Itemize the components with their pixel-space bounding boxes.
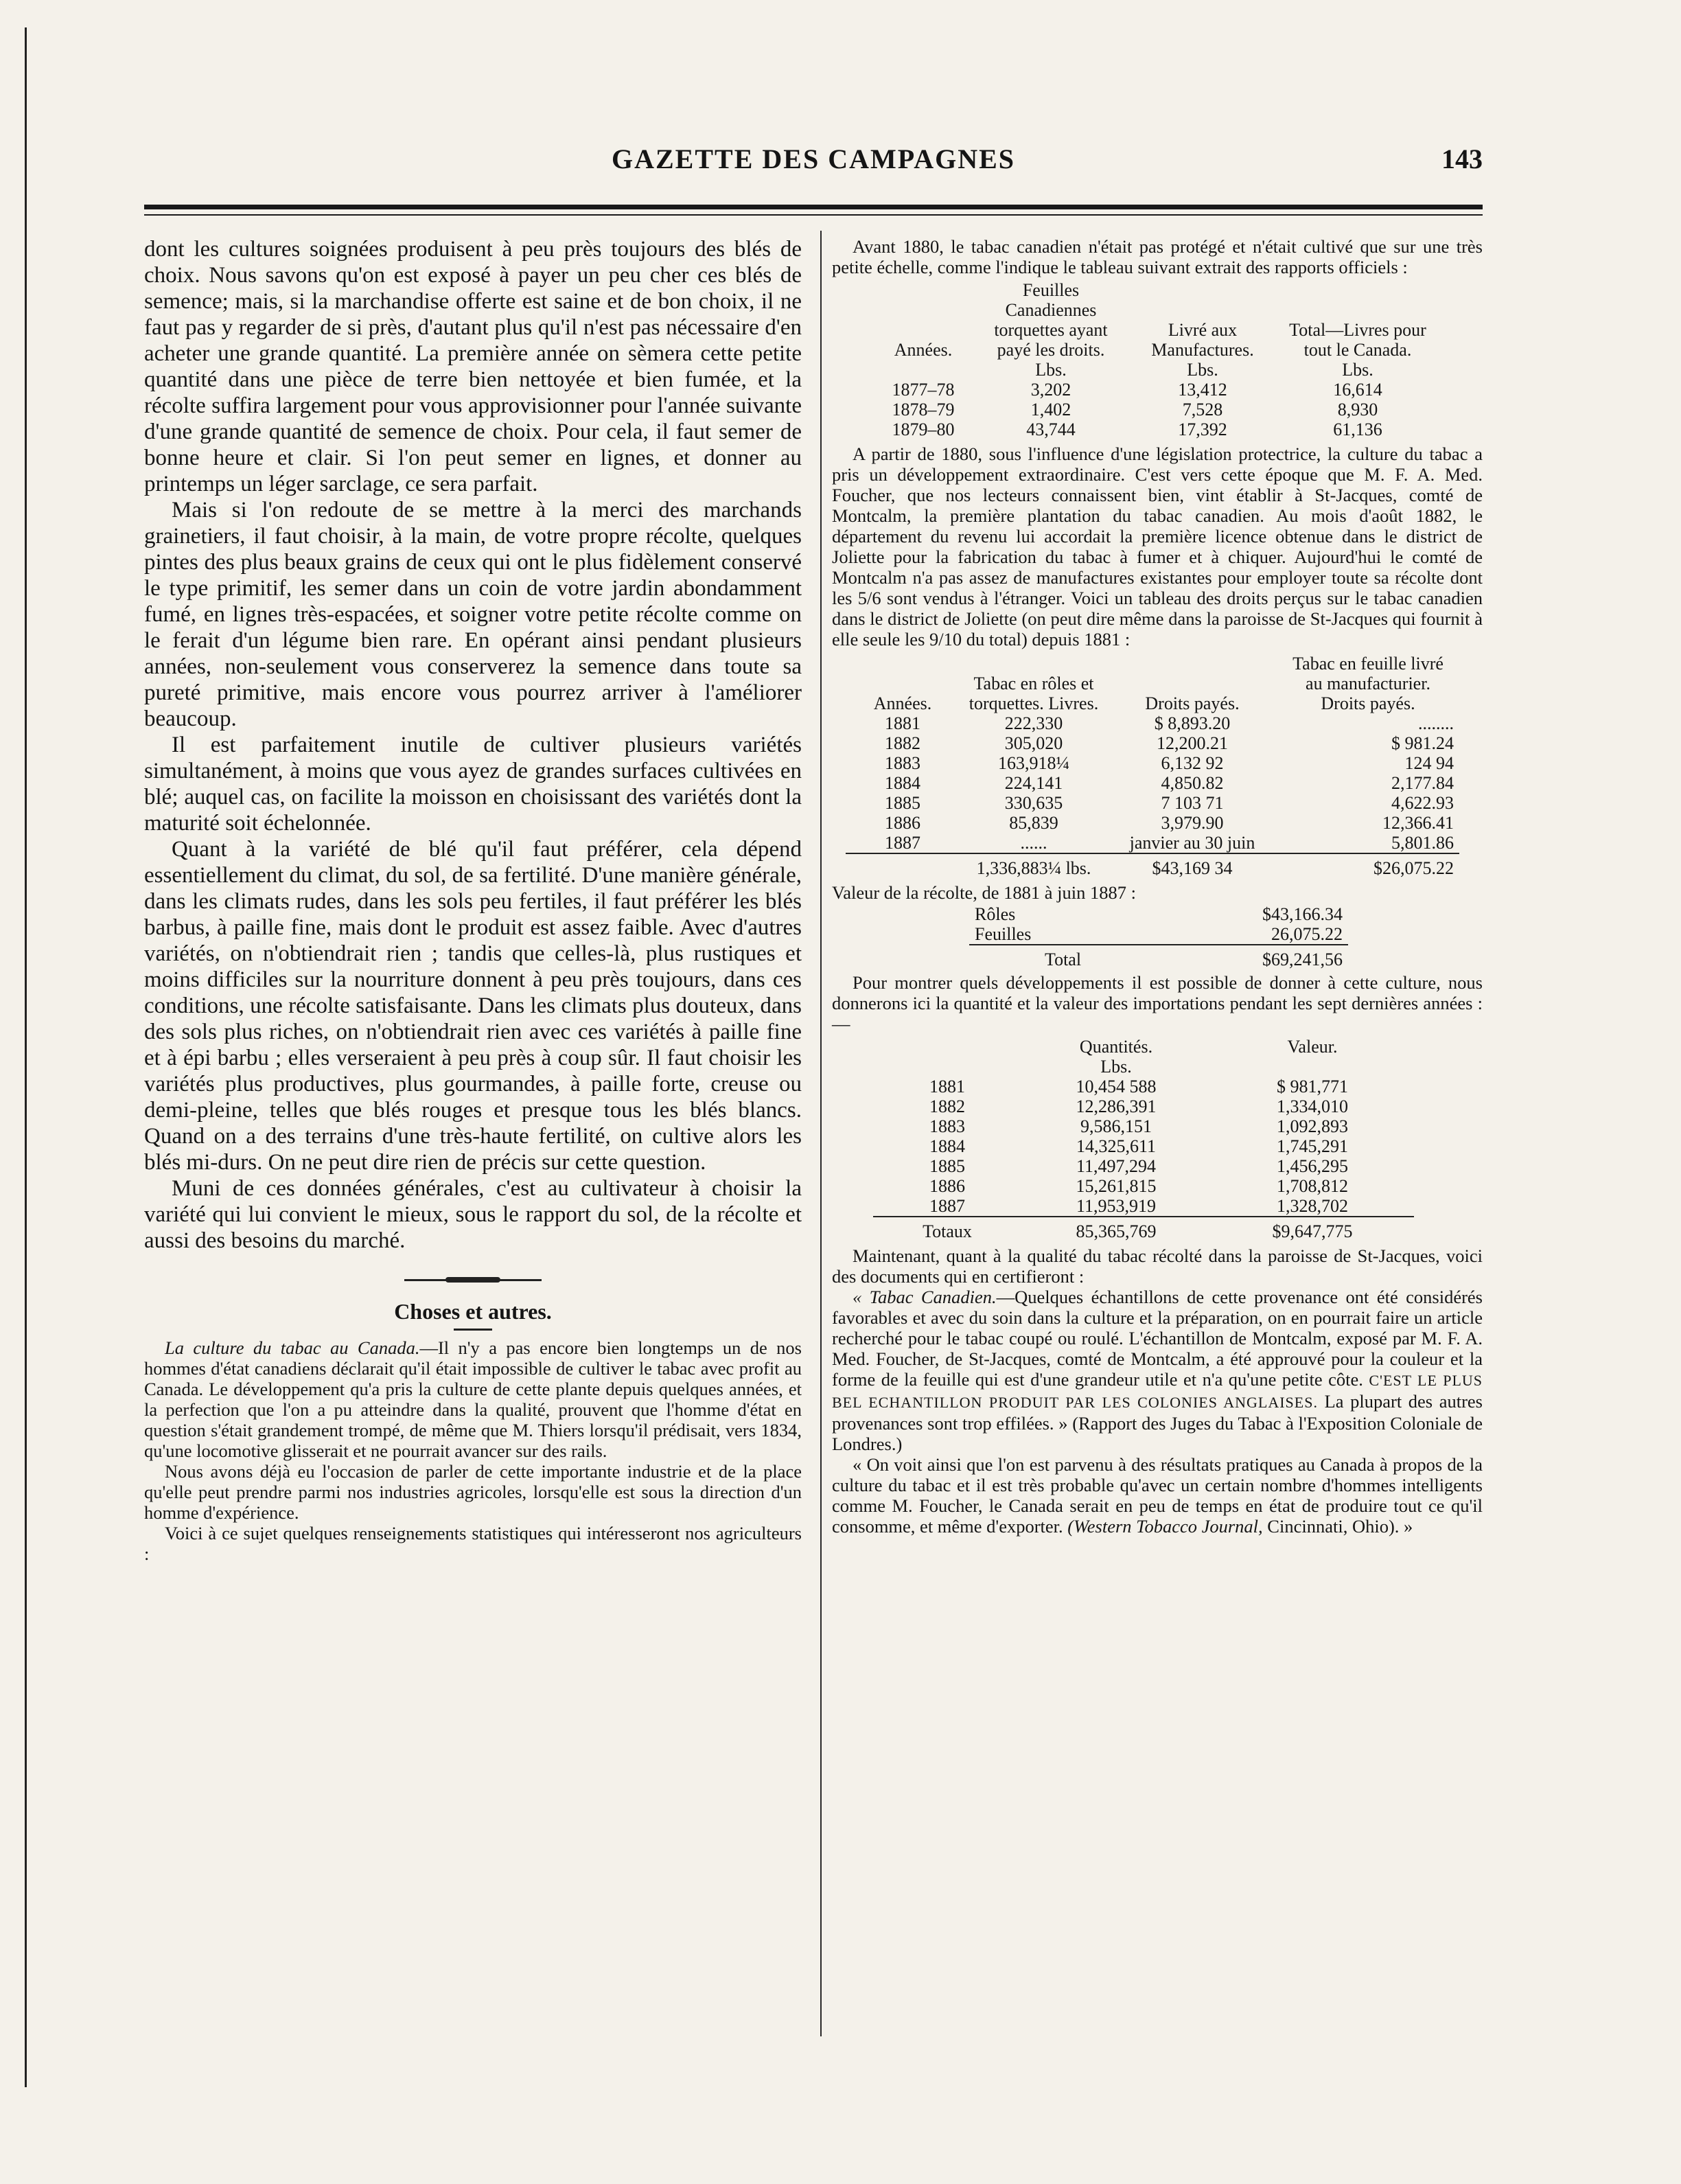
column-divider <box>820 231 822 2036</box>
cell: 14,325,611 <box>1076 1136 1157 1156</box>
cell: 1,092,893 <box>1277 1116 1348 1136</box>
unit: Lbs. <box>1342 360 1373 380</box>
col-header: Total—Livres pour tout le Canada. <box>1289 320 1426 360</box>
unit: Lbs. <box>1035 360 1067 380</box>
cell: 6,132 92 <box>1161 753 1224 773</box>
table-units <box>873 360 1439 380</box>
cell: 17,392 <box>1178 419 1227 439</box>
table-row <box>846 833 1459 853</box>
paragraph: Quant à la variété de blé qu'il faut préférer, cela dépend essentiellement du climat, du sol, de sa fertilité. D'une manière générale, dans les climats rudes, dans les sols peu fertiles, il faut préférer les blés barbus, à paille fine, mais dont le produit est assez faible. Avec d'autres variétés, on n'obtiendrait rien ; tandis que celles-là, plus rustiques et moins difficiles sur la nourriture donnent à peu près toujours, dans ces conditions, une récolte satisfaisante. Dans les climats plus douteux, dans des sols plus riches, on n'obtiendrait rien avec ces variétés à paille fine et à épi barbu ; elles verseraient à peu près à coup sûr. Il faut choisir les variétés plus productives, plus gourmandes, à paille forte, creuse ou demi-pleine, telles que blés rouges et presque tous les blés blancs. Quand on a des terrains d'une très-haute fertilité, on cultive alors les blés mi-durs. On ne peut dire rien de précis sur cette question. <box>144 837 802 1175</box>
cell: 12,286,391 <box>1076 1096 1157 1116</box>
section-title: Choses et autres. <box>394 1299 552 1324</box>
cell: 12,366.41 <box>1382 813 1454 833</box>
right-column <box>832 236 1483 1537</box>
cell: $ 8,893.20 <box>1154 713 1231 733</box>
unit: Lbs. <box>1100 1057 1132 1077</box>
table-header <box>873 280 1439 360</box>
paragraph <box>144 1337 802 1461</box>
table-row <box>846 813 1459 833</box>
cell: 16,614 <box>1333 380 1382 400</box>
article-body-wheat <box>144 236 802 1254</box>
table-row <box>873 1176 1414 1196</box>
col-header: Valeur. <box>1287 1037 1338 1057</box>
cell: 2,177.84 <box>1391 773 1454 793</box>
table-row <box>846 753 1459 773</box>
paragraph: A partir de 1880, sous l'influence d'une législation protectrice, la culture du tabac a pris un développement extraordinaire. C'est vers cette époque que M. F. A. Med. Foucher, que nos lecteurs connaissent bien, vint établir à St-Jacques, comté de Montcalm, la première plantation du tabac canadien. Au mois d'août 1882, le département du revenu lui accordait la première licence obtenue dans le district de Joliette pour la fabrication du tabac à fumer et à chiquer. Aujourd'hui le comté de Montcalm n'a pas assez de manufactures existantes pour employer toute sa récolte dont les 5/6 sont vendus à l'étranger. Voici un tableau des droits perçus sur le tabac canadien dans le district de Joliette (on peut dire même dans la paroisse de St-Jacques qui fournit à elle seule les 9/10 du total) depuis 1881 : <box>832 444 1483 650</box>
cell: $9,647,775 <box>1211 1217 1414 1241</box>
cell: 1,456,295 <box>1277 1156 1348 1176</box>
short-rule <box>454 1329 492 1331</box>
cell: Rôles <box>975 904 1016 924</box>
quote-text: « On voit ainsi que l'on est parvenu à des résultats pratiques au Canada à propos de la culture du tabac et il est très probable qu'avec un certain nombre d'hommes intelligents comme M. Foucher, le Canada serait en peu de temps en état de produire tout ce qu'il consomme, et même d'exporter. <box>832 1454 1483 1537</box>
quote-tail: La plupart des autres provenances sont trop effilées. » (Rapport des Juges du Tabac à l'Exposition Coloniale de Londres.) <box>832 1391 1483 1454</box>
cell: 12,200.21 <box>1157 733 1228 753</box>
running-title: GAZETTE DES CAMPAGNES <box>611 143 1015 174</box>
cell: 85,839 <box>1009 813 1058 833</box>
cell: Totaux <box>873 1217 1021 1241</box>
quote-paragraph <box>832 1287 1483 1454</box>
cell: 1887 <box>929 1196 965 1216</box>
col-header: Tabac en rôles et torquettes. Livres. <box>969 674 1099 713</box>
col-header: Tabac en feuille livré au manufacturier. Droits payés. <box>1292 654 1444 713</box>
table-header <box>846 654 1459 713</box>
paragraph: Il est parfaitement inutile de cultiver plusieurs variétés simultanément, à moins que vous ayez de grandes surfaces cultivées en blé; auquel cas, on facilite la moisson en choisissant des variétés dont la maturité soit échelonnée. <box>144 733 802 836</box>
cell: 7,528 <box>1182 400 1223 419</box>
quote-text: —Quelques échantillons de cette provenance ont été considérés favorables et avec du soin dans la culture et la préparation, on en pourrait faire un article recherché pour le tabac coupé ou roulé. L'échantillon de Montcalm, exposé par M. F. A. Med. Foucher, de St-Jacques, comté de Montcalm, a été approuvé pour la couleur et la forme de la feuille qui est d'une grandeur utile et n'a qu'une petite côte. <box>832 1287 1483 1390</box>
quote-lead: « Tabac Canadien. <box>853 1287 997 1307</box>
unit: Lbs. <box>1187 360 1218 380</box>
paragraph: dont les cultures soignées produisent à peu près toujours des blés de choix. Nous savons qu'on est exposé à payer un peu cher ces blés de semence; mais, si la marchandise offerte est saine et de bon choix, il ne faut pas y regarder de si près, d'autant plus qu'il n'est pas nécessaire d'en acheter une grande quantité. La première année on sèmera cette petite quantité dans une pièce de terre bien nettoyée et bien fumée, et la récolte suffira largement pour vous approvisionner pour l'année suivante d'une grande quantité de semence de choix. Pour cela, il faut semer de bonne heure et clair. Si l'on peut semer en lignes, et donner au printemps un léger sarclage, ce sera parfait. <box>144 237 802 496</box>
table-row <box>969 924 1348 945</box>
cell: 1,708,812 <box>1277 1176 1348 1196</box>
paragraph-lead: La culture du tabac au Canada. <box>165 1337 420 1358</box>
page-header <box>144 143 1483 184</box>
cell: ...... <box>1020 833 1047 853</box>
cell: $43,169 34 <box>1108 853 1277 878</box>
table-row <box>846 793 1459 813</box>
table-units <box>873 1057 1414 1077</box>
cell: Feuilles <box>975 924 1032 944</box>
section-ornament <box>404 1277 542 1283</box>
cell: 8,930 <box>1337 400 1378 419</box>
paragraph: Pour montrer quels développements il est possible de donner à cette culture, nous donnerons ici la quantité et la valeur des importations pendant les sept dernières années :— <box>832 972 1483 1034</box>
cell: 1883 <box>885 753 920 773</box>
cell: 305,020 <box>1004 733 1063 753</box>
cell: 15,261,815 <box>1076 1176 1157 1196</box>
table-row <box>846 713 1459 733</box>
col-header: Droits payés. <box>1145 693 1240 713</box>
cell: 7 103 71 <box>1161 793 1224 813</box>
paragraph: Maintenant, quant à la qualité du tabac récolté dans la paroisse de St-Jacques, voici des documents qui en certifieront : <box>832 1245 1483 1287</box>
cell: janvier au 30 juin <box>1129 833 1255 853</box>
paragraph: Muni de ces données générales, c'est au cultivateur à choisir la variété qui lui convient le mieux, sous le rapport du sol, de la récolte et aussi des besoins du marché. <box>144 1176 802 1253</box>
quote-paragraph <box>832 1454 1483 1537</box>
cell: 1885 <box>885 793 920 813</box>
cell: $26,075.22 <box>1277 853 1459 878</box>
article-body-tobacco <box>144 1337 802 1564</box>
cell: 26,075.22 <box>1271 924 1343 944</box>
quote-end: Cincinnati, Ohio). » <box>1262 1516 1413 1537</box>
table-total-row <box>969 945 1348 969</box>
table-header <box>873 1037 1414 1057</box>
table-row <box>873 1136 1414 1156</box>
cell: 10,454 588 <box>1076 1077 1157 1096</box>
paragraph: Nous avons déjà eu l'occasion de parler de cette importante industrie et de la place qu'elle peut prendre parmi nos industries agricoles, lorsqu'elle est sous la direction d'un homme d'expérience. <box>144 1461 802 1523</box>
header-rule-thick <box>144 205 1483 209</box>
cell: 43,744 <box>1026 419 1076 439</box>
table-row <box>969 904 1348 924</box>
cell: 1886 <box>885 813 920 833</box>
cell: 1884 <box>929 1136 965 1156</box>
cell: 4,850.82 <box>1161 773 1224 793</box>
cell: Total <box>969 945 1200 969</box>
cell: 224,141 <box>1004 773 1063 793</box>
paragraph: Mais si l'on redoute de se mettre à la merci des marchands grainetiers, il faut choisir, à la main, de votre propre récolte, quelques pintes des plus beaux grains de ceux qui ont le plus fidèlement conservé le type primitif, les semer dans un coin de votre jardin abondamment fumé, en lignes très-espacées, et soigner votre petite récolte comme on le ferait d'un légume bien rare. En opérant ainsi pendant plusieurs années, non-seulement vous conserverez la semence dans toute sa pureté primitive, mais encore vous pourrez arriver à l'améliorer beaucoup. <box>144 498 802 731</box>
cell: 11,497,294 <box>1076 1156 1157 1176</box>
table-row <box>873 380 1439 400</box>
table-row <box>873 1116 1414 1136</box>
table-total-row <box>873 1217 1414 1241</box>
cell: 124 94 <box>1404 753 1454 773</box>
quote-source: (Western Tobacco Journal, <box>1067 1516 1263 1537</box>
table-crop-value <box>969 904 1348 969</box>
cell: 1882 <box>885 733 920 753</box>
col-header: Livré aux Manufactures. <box>1151 320 1254 360</box>
cell: 1,336,883¼ lbs. <box>960 853 1108 878</box>
cell: 222,330 <box>1004 713 1063 733</box>
cell: 11,953,919 <box>1076 1196 1157 1216</box>
header-rule-thin <box>144 214 1483 216</box>
cell: 1879–80 <box>892 419 955 439</box>
table-row <box>873 419 1439 439</box>
paragraph: Avant 1880, le tabac canadien n'était pas protégé et n'était cultivé que sur une très petite échelle, comme l'indique le tableau suivant extrait des rapports officiels : <box>832 236 1483 277</box>
cell: 5,801.86 <box>1391 833 1454 853</box>
cell: 1884 <box>885 773 920 793</box>
page-number: 143 <box>1441 143 1483 174</box>
cell: 1882 <box>929 1096 965 1116</box>
table-row <box>873 1156 1414 1176</box>
cell: $ 981,771 <box>1277 1077 1348 1096</box>
paragraph-text: —Il n'y a pas encore bien longtemps un de nos hommes d'état canadiens déclarait qu'il était impossible de cultiver le tabac avec profit au Canada. Le développement qu'a pris la culture de cette plante depuis quelques années, et la perfection que l'on a pu atteindre dans la qualité, prouvent que l'homme d'état en question s'était grandement trompé, de même que M. Thiers lorsqu'il prédisait, vers 1834, qu'une locomotive glisserait et ne pourrait avancer sur des rails. <box>144 1337 802 1461</box>
cell: 1881 <box>929 1077 965 1096</box>
cell: 1885 <box>929 1156 965 1176</box>
table-duties <box>846 654 1459 878</box>
col-header: Années. <box>894 340 953 360</box>
cell <box>846 853 960 878</box>
cell: 1877–78 <box>892 380 955 400</box>
cell: 9,586,151 <box>1080 1116 1152 1136</box>
table-row <box>873 1077 1414 1096</box>
quote-caps: C'EST LE PLUS BEL ECHANTILLON PRODUIT PAR LES COLONIES ANGLAISES. <box>832 1372 1483 1411</box>
left-column <box>144 236 802 1564</box>
cell: 1,334,010 <box>1277 1096 1348 1116</box>
table-row <box>846 773 1459 793</box>
cell: 61,136 <box>1333 419 1382 439</box>
col-header: Années. <box>873 693 932 713</box>
table-row <box>846 733 1459 753</box>
cell: 330,635 <box>1004 793 1063 813</box>
cell: 4,622.93 <box>1391 793 1454 813</box>
cell: 1,328,702 <box>1277 1196 1348 1216</box>
cell: $69,241,56 <box>1200 945 1348 969</box>
col-header <box>873 1037 1021 1057</box>
table-early-production <box>873 280 1439 439</box>
table-row <box>873 1096 1414 1116</box>
margin-line <box>25 27 27 2087</box>
table-imports <box>873 1037 1414 1241</box>
cell: 1886 <box>929 1176 965 1196</box>
cell: 1,402 <box>1030 400 1071 419</box>
cell: 13,412 <box>1178 380 1227 400</box>
cell: 85,365,769 <box>1021 1217 1211 1241</box>
paragraph: Valeur de la récolte, de 1881 à juin 1887 : <box>832 882 1136 903</box>
cell: 163,918¼ <box>998 753 1069 773</box>
table-row <box>873 1196 1414 1217</box>
cell: 1,745,291 <box>1277 1136 1348 1156</box>
col-header: Quantités. <box>1079 1037 1153 1057</box>
paragraph: Voici à ce sujet quelques renseignements statistiques qui intéresseront nos agriculteurs : <box>144 1523 802 1564</box>
cell: 3,202 <box>1030 380 1071 400</box>
cell: 1887 <box>885 833 920 853</box>
cell: $ 981.24 <box>1391 733 1454 753</box>
cell: $43,166.34 <box>1262 904 1343 924</box>
col-header: Feuilles Canadiennes torquettes ayant payé les droits. <box>994 280 1108 360</box>
table-total-row <box>846 853 1459 878</box>
table-row <box>873 400 1439 419</box>
cell: 1878–79 <box>892 400 955 419</box>
cell: 1883 <box>929 1116 965 1136</box>
cell: 3,979.90 <box>1161 813 1224 833</box>
cell: 1881 <box>885 713 920 733</box>
cell: ........ <box>1418 713 1454 733</box>
